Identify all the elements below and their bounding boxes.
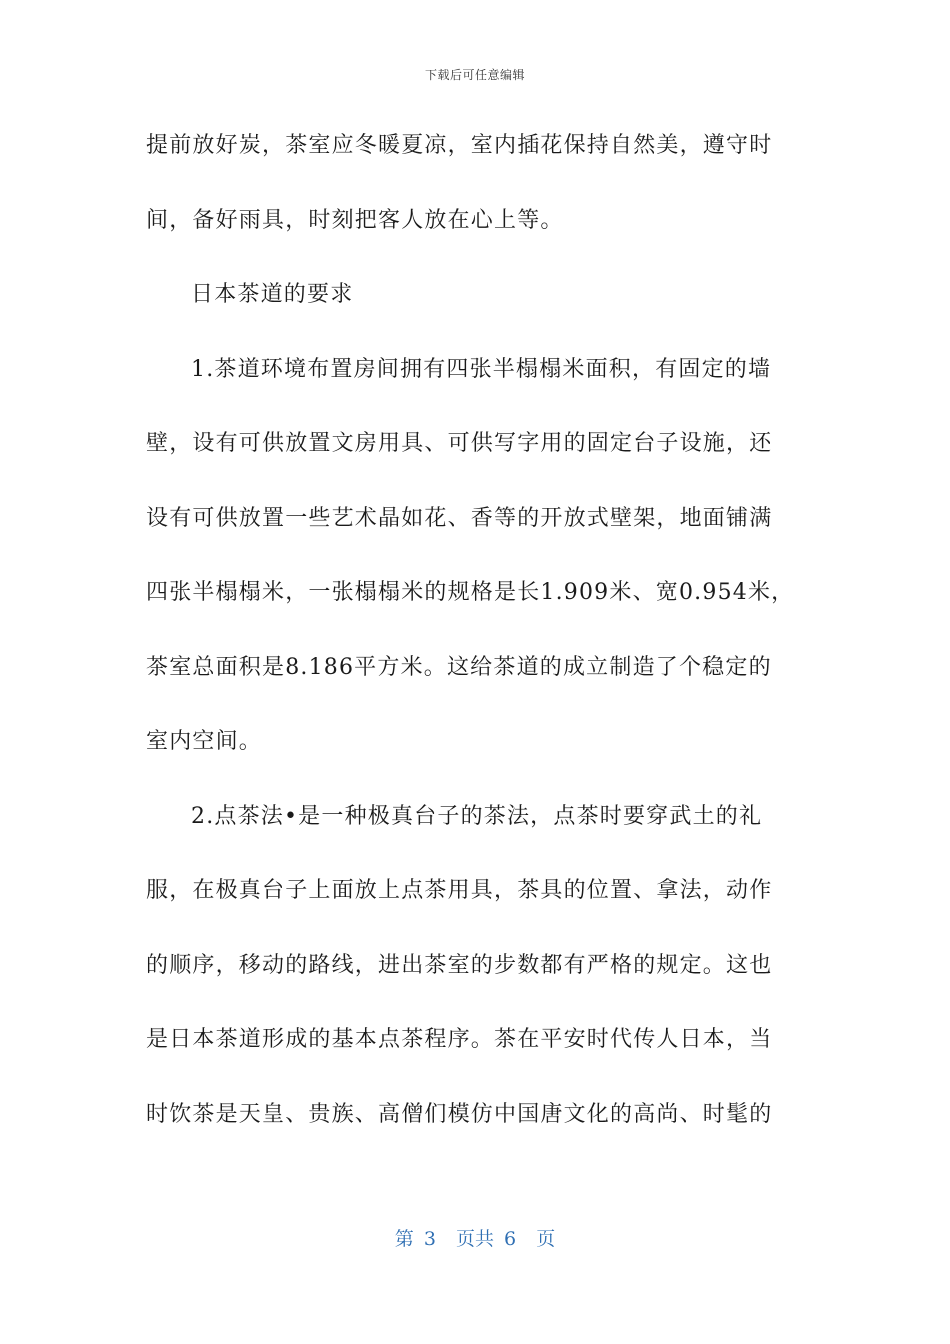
body-line: 茶室总面积是8.186平方米。这给茶道的成立制造了个稳定的 — [146, 654, 772, 680]
page-header: 下载后可任意编辑 — [424, 68, 525, 82]
body-line: 间，备好雨具，时刻把客人放在心上等。 — [146, 207, 564, 233]
section-heading: 日本茶道的要求 — [191, 282, 354, 307]
body-line: 时饮茶是天皇、贵族、高僧们模仿中国唐文化的高尚、时髦的 — [146, 1101, 773, 1127]
body-line: 室内空间。 — [146, 729, 263, 754]
paragraph-start: 2.点茶法•是一种极真台子的茶法，点茶时要穿武土的礼 — [191, 803, 763, 829]
body-line: 的顺序，移动的路线，进出茶室的步数都有严格的规定。这也 — [146, 952, 773, 978]
body-line: 是日本茶道形成的基本点茶程序。茶在平安时代传人日本，当 — [146, 1027, 773, 1052]
page-number-text: 第 3 页共 6 页 — [394, 1228, 556, 1250]
body-line: 壁，设有可供放置文房用具、可供写字用的固定台子设施，还 — [146, 431, 773, 456]
body-line: 服，在极真台子上面放上点茶用具，茶具的位置、拿法，动作 — [146, 878, 773, 903]
body-line: 四张半榻榻米，一张榻榻米的规格是长1.909米、宽0.954米， — [146, 580, 795, 605]
body-line: 设有可供放置一些艺术晶如花、香等的开放式壁架，地面铺满 — [146, 505, 773, 531]
page-number-footer — [0, 1224, 950, 1251]
paragraph-start: 1.茶道环境布置房间拥有四张半榻榻米面积，有固定的墙 — [191, 356, 772, 382]
body-line: 提前放好炭，茶室应冬暖夏凉，室内插花保持自然美，遵守时 — [146, 133, 773, 158]
document-body — [146, 118, 806, 1161]
